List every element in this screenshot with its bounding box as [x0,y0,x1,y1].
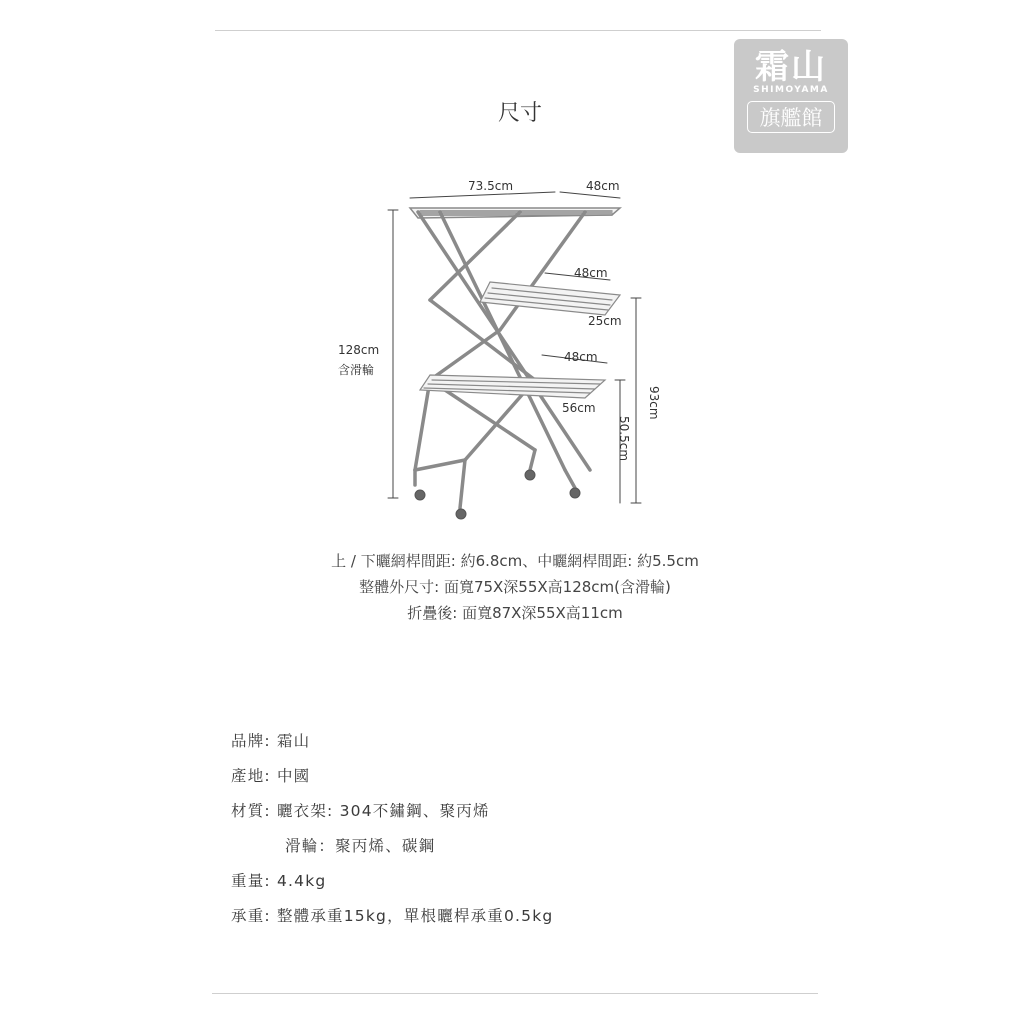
dim-low-width: 56cm [562,401,596,415]
dim-mid-width: 25cm [588,314,622,328]
dim-top-depth: 48cm [586,179,620,193]
page-title: 尺寸 [497,101,542,126]
dim-total-height: 128cm [338,343,380,357]
logo-latin: SHIMOYAMA [753,85,829,95]
info-material: 材質: 曬衣架: 304不鏽鋼、聚丙烯 [231,802,490,820]
dim-low-height: 50.5cm [617,416,631,462]
logo-store: 旗艦館 [747,101,835,133]
info-brand: 品牌: 霜山 [231,732,311,750]
spec-line: 整體外尺寸: 面寬75X深55X高128cm(含滑輪) [359,578,671,596]
dim-mid-depth: 48cm [574,266,608,280]
spec-line: 上 / 下曬網桿間距: 約6.8cm、中曬網桿間距: 約5.5cm [331,552,699,570]
bottom-divider [212,993,818,994]
product-info [231,728,553,938]
dim-top-width: 73.5cm [468,179,514,193]
info-material-wheels: 滑輪：聚丙烯、碳鋼 [285,837,436,855]
info-origin: 產地: 中國 [231,767,311,785]
middle-rack [480,282,620,315]
dim-total-height-note: 含滑輪 [338,363,375,377]
wheels [415,470,580,519]
spec-line: 折疊後: 面寬87X深55X高11cm [407,604,623,622]
logo-brand: 霜山 [755,47,827,87]
dim-mid-height: 93cm [647,386,661,420]
dimension-lines [388,192,641,503]
top-divider [215,30,821,31]
info-load: 承重: 整體承重15kg，單根曬桿承重0.5kg [231,907,554,925]
drying-rack-diagram [320,170,680,530]
dim-low-depth: 48cm [564,350,598,364]
lower-rack [420,375,605,398]
info-weight: 重量: 4.4kg [231,872,327,890]
spec-lines [0,548,1024,626]
